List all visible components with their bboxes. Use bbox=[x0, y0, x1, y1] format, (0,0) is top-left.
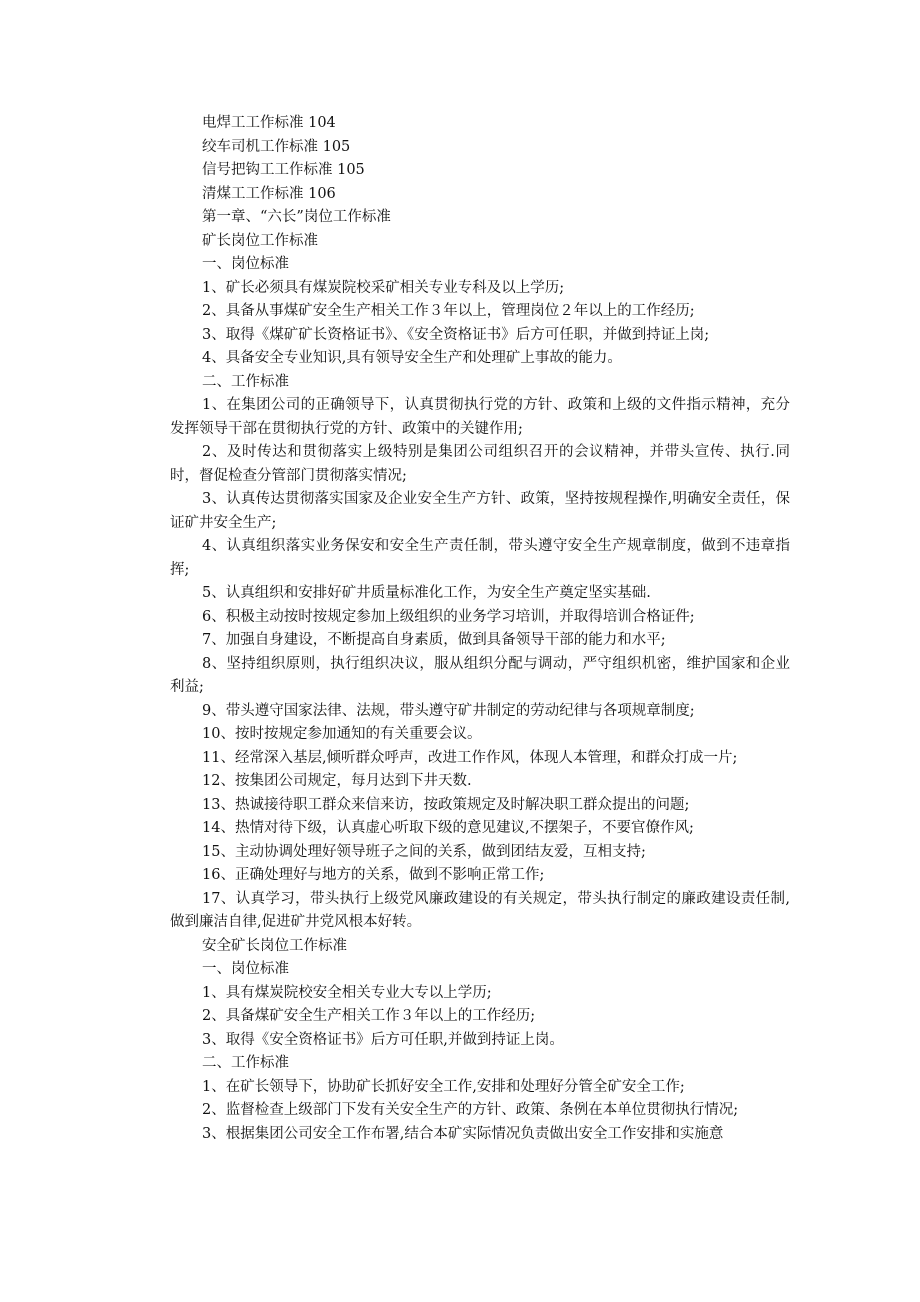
toc-entry-signal-hooker: 信号把钩工工作标准 105 bbox=[202, 162, 365, 178]
post-standard-heading: 一、岗位标准 bbox=[202, 256, 289, 272]
post-standard-item: 1、矿长必须具有煤炭院校采矿相关专业专科及以上学历; bbox=[202, 279, 565, 296]
toc-entry-coal-cleaner: 清煤工工作标准 106 bbox=[202, 185, 336, 202]
work-standard-item: 5、认真组织和安排好矿井质量标准化工作，为安全生产奠定坚实基础. bbox=[202, 585, 651, 601]
work-standard-item: 15、主动协调处理好领导班子之间的关系，做到团结友爱，互相支持; bbox=[202, 843, 646, 860]
work-standard-item: 8、坚持组织原则，执行组织决议，服从组织分配与调动，严守组织机密，维护国家和企业利益; bbox=[170, 655, 790, 695]
post-standard-heading: 一、岗位标准 bbox=[202, 961, 289, 977]
work-standard-item: 3、认真传达贯彻落实国家及企业安全生产方针、政策，坚持按规程操作,明确安全责任，保证矿井安全生产; bbox=[170, 491, 790, 531]
work-standard-item: 1、在集团公司的正确领导下，认真贯彻执行党的方针、政策和上级的文件指示精神，充分发挥领导干部在贯彻执行党的方针、政策中的关键作用; bbox=[170, 397, 790, 437]
post-standard-item: 3、取得《安全资格证书》后方可任职,并做到持证上岗。 bbox=[202, 1031, 564, 1048]
section-title-mine-director: 矿长岗位工作标准 bbox=[202, 232, 318, 249]
work-standard-item: 16、正确处理好与地方的关系，做到不影响正常工作; bbox=[202, 867, 545, 883]
work-standard-item: 14、热情对待下级，认真虚心听取下级的意见建议,不摆架子，不要官僚作风; bbox=[202, 820, 694, 836]
work-standard-item: 2、监督检查上级部门下发有关安全生产的方针、政策、条例在本单位贯彻执行情况; bbox=[202, 1102, 739, 1118]
work-standard-heading: 二、工作标准 bbox=[202, 1055, 289, 1071]
work-standard-item: 7、加强自身建设，不断提高自身素质，做到具备领导干部的能力和水平; bbox=[202, 632, 666, 648]
document-body bbox=[170, 112, 790, 1146]
work-standard-item: 4、认真组织落实业务保安和安全生产责任制，带头遵守安全生产规章制度，做到不违章指挥; bbox=[170, 538, 790, 578]
post-standard-item: 2、具备从事煤矿安全生产相关工作３年以上，管理岗位２年以上的工作经历; bbox=[202, 303, 695, 319]
work-standard-item: 1、在矿长领导下，协助矿长抓好安全工作,安排和处理好分管全矿安全工作; bbox=[202, 1078, 685, 1095]
work-standard-item: 12、按集团公司规定，每月达到下井天数. bbox=[202, 773, 472, 789]
work-standard-item: 17、认真学习，带头执行上级党风廉政建设的有关规定，带头执行制定的廉政建设责任制,做到廉洁自律,促进矿井党风根本好转。 bbox=[170, 890, 790, 930]
work-standard-item: 3、根据集团公司安全工作布署,结合本矿实际情况负责做出安全工作安排和实施意 bbox=[202, 1125, 724, 1142]
post-standard-item: 2、具备煤矿安全生产相关工作３年以上的工作经历; bbox=[202, 1008, 536, 1024]
work-standard-item: 9、带头遵守国家法律、法规，带头遵守矿井制定的劳动纪律与各项规章制度; bbox=[202, 702, 695, 719]
chapter-title: 第一章、“六长”岗位工作标准 bbox=[202, 209, 391, 225]
post-standard-item: 3、取得《煤矿矿长资格证书》、《安全资格证书》后方可任职，并做到持证上岗; bbox=[202, 326, 710, 343]
section-title-safety-director: 安全矿长岗位工作标准 bbox=[202, 937, 347, 954]
work-standard-heading: 二、工作标准 bbox=[202, 373, 289, 390]
work-standard-item: 6、积极主动按时按规定参加上级组织的业务学习培训，并取得培训合格证件; bbox=[202, 608, 695, 625]
work-standard-item: 10、按时按规定参加通知的有关重要会议。 bbox=[202, 726, 482, 742]
work-standard-item: 2、及时传达和贯彻落实上级特别是集团公司组织召开的会议精神，并带头宣传、执行.同时，督促检查分管部门贯彻落实情况; bbox=[170, 444, 790, 484]
work-standard-item: 11、经常深入基层,倾听群众呼声，改进工作作风，体现人本管理，和群众打成一片; bbox=[202, 749, 738, 766]
work-standard-item: 13、热诚接待职工群众来信来访，按政策规定及时解决职工群众提出的问题; bbox=[202, 796, 690, 813]
toc-entry-winch-driver: 绞车司机工作标准 105 bbox=[202, 138, 351, 155]
toc-entry-welder: 电焊工工作标准 104 bbox=[202, 115, 336, 131]
post-standard-item: 4、具备安全专业知识,具有领导安全生产和处理矿上事故的能力。 bbox=[202, 350, 622, 366]
post-standard-item: 1、具有煤炭院校安全相关专业大专以上学历; bbox=[202, 984, 492, 1001]
